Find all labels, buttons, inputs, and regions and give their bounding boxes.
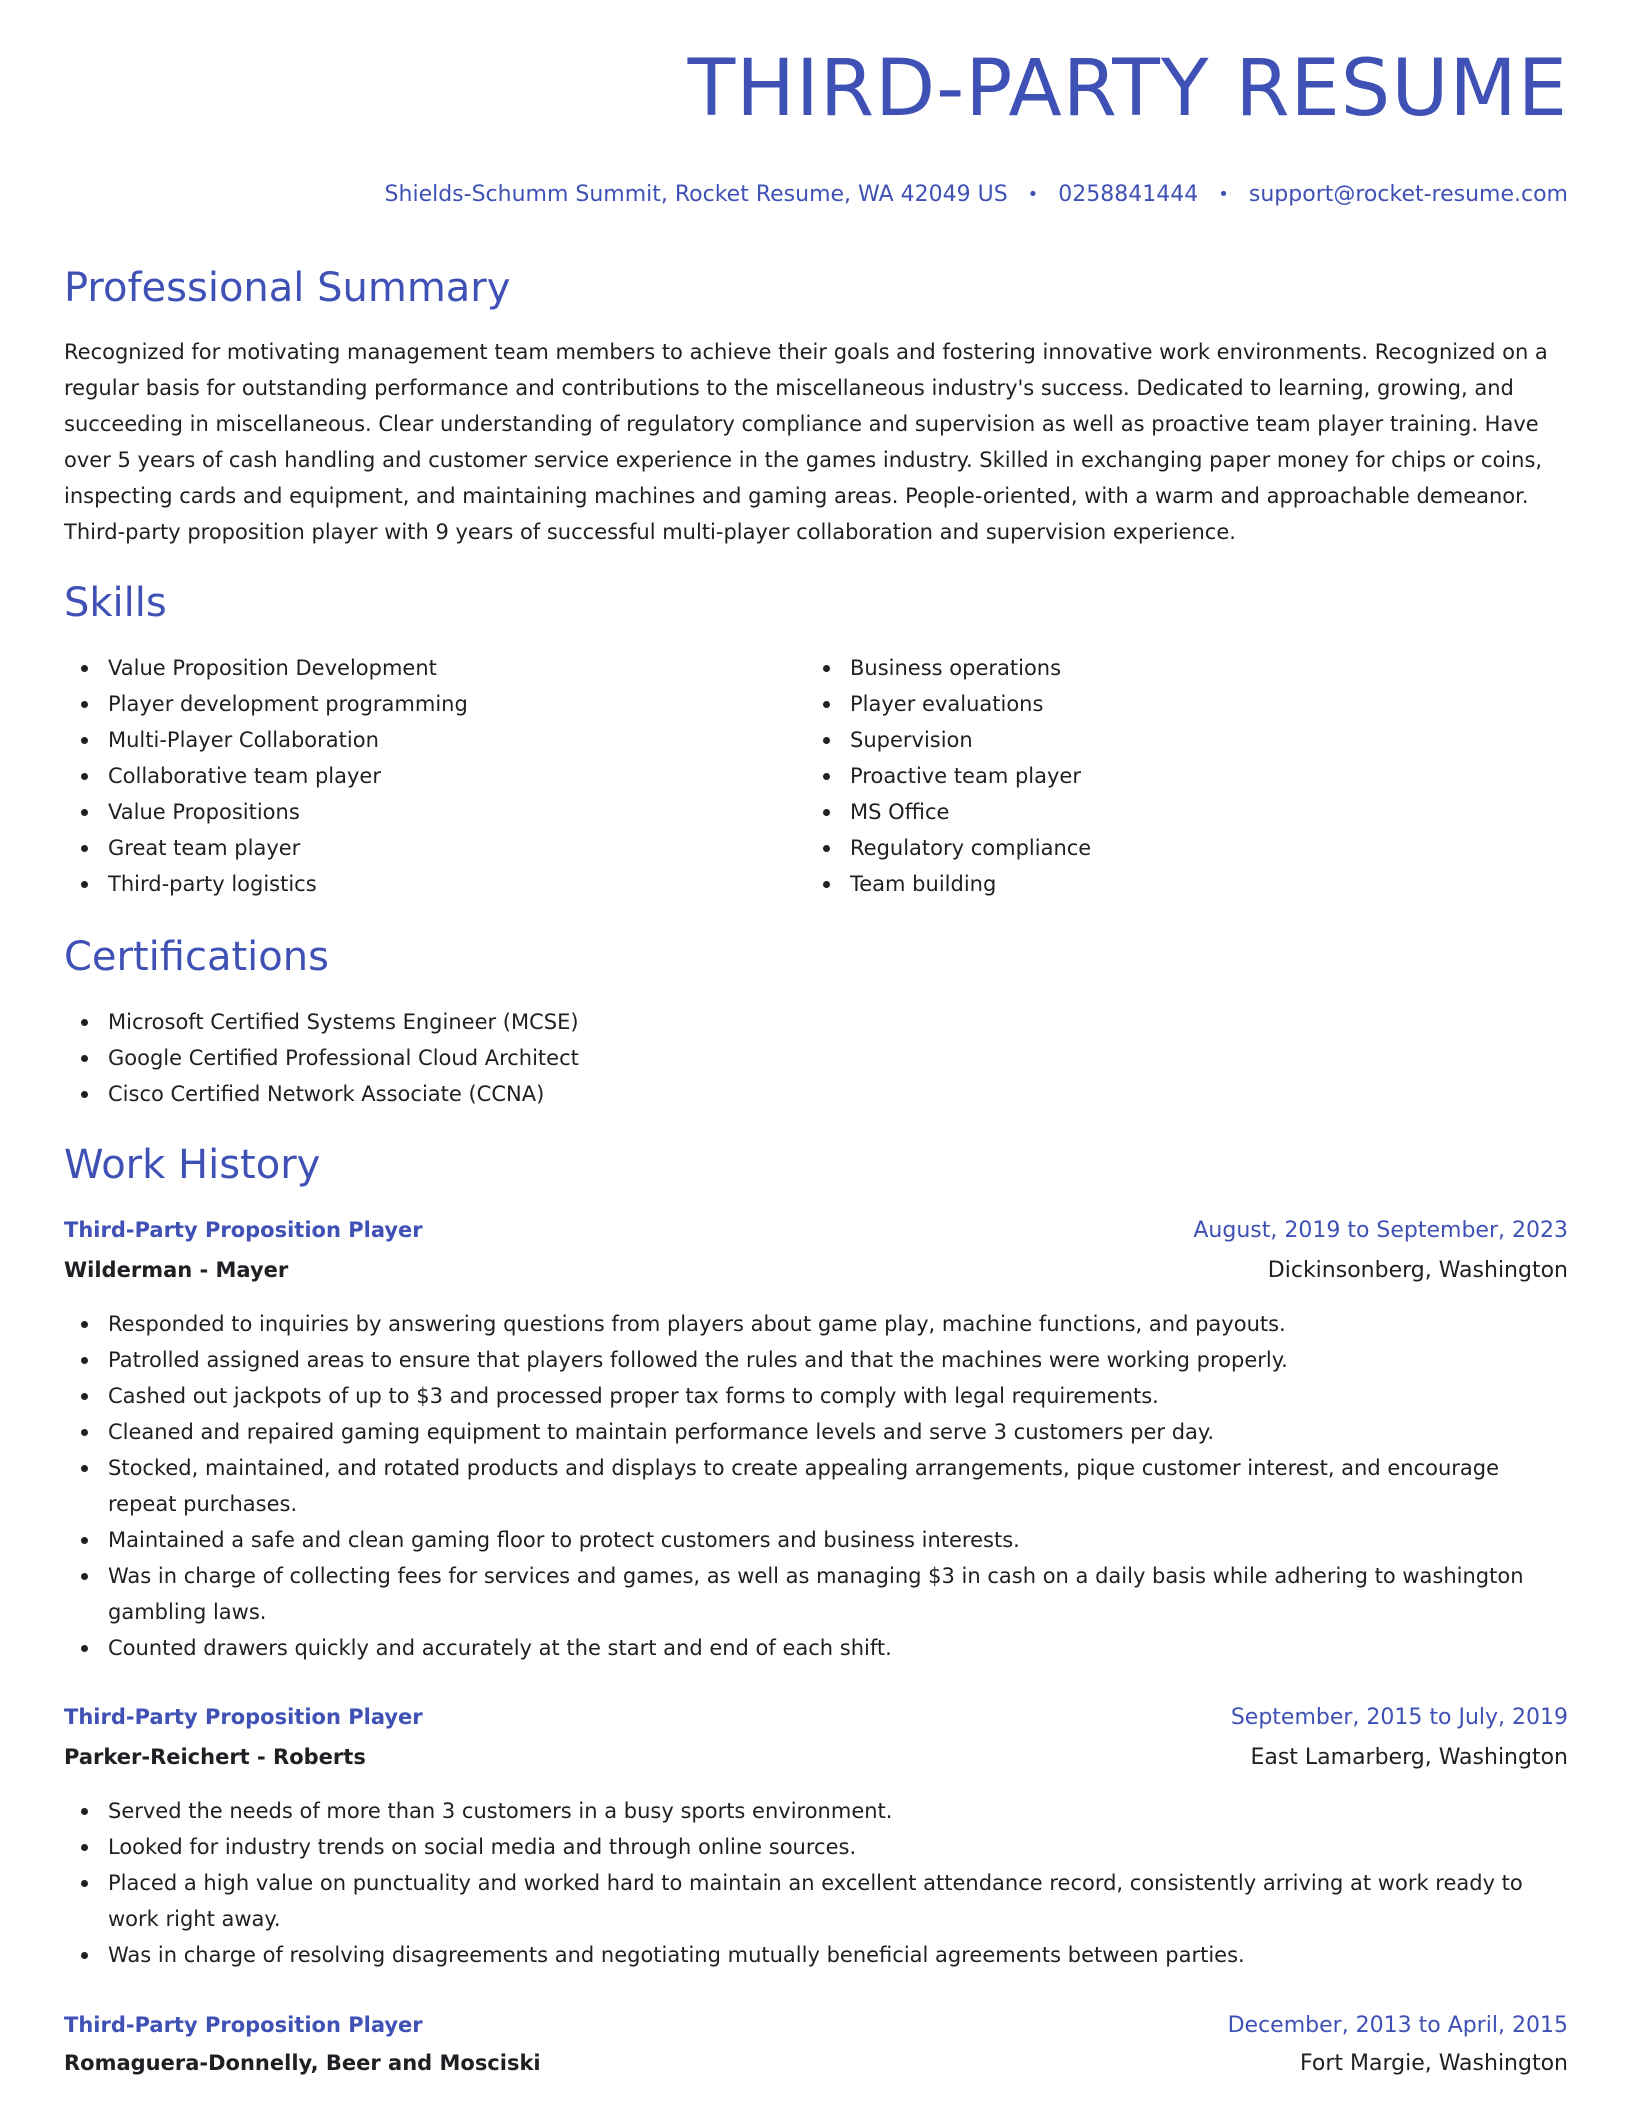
job-location: Dickinsonberg, Washington bbox=[1267, 1258, 1568, 1283]
skill-label: Business operations bbox=[850, 656, 1062, 680]
certification-item bbox=[64, 1040, 1064, 1076]
job-duty-text: Placed a high value on punctuality and worked hard to maintain an excellent attendance record, consistently arriving at work ready to work right away. bbox=[108, 1871, 1523, 1931]
job-duty bbox=[64, 1829, 1568, 1865]
skill-item bbox=[64, 722, 764, 758]
bullet-icon bbox=[823, 845, 830, 852]
bullet-icon bbox=[81, 1880, 88, 1887]
skill-label: Great team player bbox=[108, 836, 301, 860]
bullet-icon bbox=[81, 1952, 88, 1959]
summary-heading: Professional Summary bbox=[64, 265, 511, 311]
contact-address: Shields-Schumm Summit, Rocket Resume, WA 42049 US bbox=[384, 182, 1008, 207]
bullet-icon bbox=[81, 1537, 88, 1544]
job-duty-text: Cashed out jackpots of up to $3 and processed proper tax forms to comply with legal requirements. bbox=[108, 1384, 1159, 1408]
skill-label: Player evaluations bbox=[850, 692, 1044, 716]
skill-item bbox=[806, 686, 1506, 722]
bullet-icon bbox=[81, 1844, 88, 1851]
job-duty bbox=[64, 1937, 1568, 1973]
certification-label: Google Certified Professional Cloud Architect bbox=[108, 1046, 579, 1070]
bullet-icon bbox=[823, 809, 830, 816]
bullet-icon bbox=[823, 773, 830, 780]
contact-phone: 0258841444 bbox=[1058, 182, 1199, 207]
skill-item bbox=[64, 830, 764, 866]
job-dates: September, 2015 to July, 2019 bbox=[1230, 1705, 1568, 1730]
skill-item bbox=[806, 866, 1506, 902]
contact-separator: • bbox=[1218, 184, 1229, 205]
bullet-icon bbox=[81, 1321, 88, 1328]
contact-separator: • bbox=[1027, 184, 1039, 205]
job-subheader bbox=[64, 1258, 1568, 1283]
bullet-icon bbox=[81, 1808, 88, 1815]
work-history-heading: Work History bbox=[64, 1142, 321, 1188]
skills-list-left bbox=[64, 650, 764, 902]
job-duty-text: Responded to inquiries by answering questions from players about game play, machine functions, and payouts. bbox=[108, 1312, 1286, 1336]
skill-item bbox=[806, 794, 1506, 830]
job-dates: August, 2019 to September, 2023 bbox=[1193, 1218, 1568, 1243]
job-duty bbox=[64, 1450, 1568, 1522]
job-duty-text: Counted drawers quickly and accurately at the start and end of each shift. bbox=[108, 1636, 892, 1660]
skill-label: Multi-Player Collaboration bbox=[108, 728, 379, 752]
skill-label: Value Propositions bbox=[108, 800, 300, 824]
skill-item bbox=[64, 650, 764, 686]
job-duty-text: Patrolled assigned areas to ensure that players followed the rules and that the machines were working properly. bbox=[108, 1348, 1288, 1372]
bullet-icon bbox=[81, 701, 88, 708]
job-duty-text: Served the needs of more than 3 customers in a busy sports environment. bbox=[108, 1799, 893, 1823]
bullet-icon bbox=[81, 845, 88, 852]
job-duty bbox=[64, 1558, 1568, 1630]
job-duties-list bbox=[64, 1306, 1568, 1666]
job-duties-list bbox=[64, 1793, 1568, 1973]
job-duty-text: Cleaned and repaired gaming equipment to maintain performance levels and serve 3 customers per day. bbox=[108, 1420, 1215, 1444]
job-header bbox=[64, 2013, 1568, 2038]
skill-item bbox=[64, 794, 764, 830]
job-duty-text: Looked for industry trends on social media and through online sources. bbox=[108, 1835, 857, 1859]
certification-label: Microsoft Certified Systems Engineer (MCSE) bbox=[108, 1010, 579, 1034]
job-location: East Lamarberg, Washington bbox=[1250, 1745, 1568, 1770]
bullet-icon bbox=[81, 1091, 88, 1098]
certification-item bbox=[64, 1004, 1064, 1040]
bullet-icon bbox=[81, 1019, 88, 1026]
bullet-icon bbox=[81, 1393, 88, 1400]
skill-item bbox=[806, 758, 1506, 794]
bullet-icon bbox=[823, 665, 830, 672]
resume-title: THIRD-PARTY RESUME bbox=[687, 44, 1568, 134]
skill-label: Third-party logistics bbox=[108, 872, 317, 896]
bullet-icon bbox=[81, 1645, 88, 1652]
job-duty bbox=[64, 1378, 1568, 1414]
bullet-icon bbox=[81, 1055, 88, 1062]
job-header bbox=[64, 1218, 1568, 1243]
job-duty bbox=[64, 1793, 1568, 1829]
job-company: Wilderman - Mayer bbox=[64, 1258, 289, 1282]
skill-label: Team building bbox=[850, 872, 997, 896]
job-location: Fort Margie, Washington bbox=[1300, 2051, 1568, 2076]
skill-label: Regulatory compliance bbox=[850, 836, 1092, 860]
bullet-icon bbox=[81, 809, 88, 816]
job-title: Third-Party Proposition Player bbox=[64, 1218, 423, 1242]
certifications-heading: Certifications bbox=[64, 934, 329, 980]
contact-email[interactable]: support@rocket-resume.com bbox=[1248, 182, 1568, 207]
skill-label: Player development programming bbox=[108, 692, 468, 716]
bullet-icon bbox=[823, 701, 830, 708]
bullet-icon bbox=[81, 737, 88, 744]
job-dates: December, 2013 to April, 2015 bbox=[1227, 2013, 1568, 2038]
bullet-icon bbox=[81, 1465, 88, 1472]
job-duty-text: Maintained a safe and clean gaming floor to protect customers and business interests. bbox=[108, 1528, 1020, 1552]
skill-label: MS Office bbox=[850, 800, 950, 824]
job-duty-text: Stocked, maintained, and rotated products and displays to create appealing arrangements, pique customer interest, and encourage repeat purchases. bbox=[108, 1456, 1500, 1516]
skill-label: Proactive team player bbox=[850, 764, 1081, 788]
bullet-icon bbox=[81, 881, 88, 888]
bullet-icon bbox=[81, 773, 88, 780]
bullet-icon bbox=[81, 1357, 88, 1364]
job-duty bbox=[64, 1306, 1568, 1342]
job-duty bbox=[64, 1630, 1568, 1666]
skill-label: Supervision bbox=[850, 728, 973, 752]
skill-item bbox=[806, 722, 1506, 758]
job-duty bbox=[64, 1865, 1568, 1937]
job-subheader bbox=[64, 2051, 1568, 2076]
contact-line bbox=[385, 182, 1568, 207]
skills-heading: Skills bbox=[64, 580, 167, 626]
skills-list-right bbox=[806, 650, 1506, 902]
bullet-icon bbox=[823, 737, 830, 744]
job-duty bbox=[64, 1414, 1568, 1450]
skill-item bbox=[64, 758, 764, 794]
bullet-icon bbox=[823, 881, 830, 888]
certification-label: Cisco Certified Network Associate (CCNA) bbox=[108, 1082, 545, 1106]
bullet-icon bbox=[81, 1573, 88, 1580]
job-title: Third-Party Proposition Player bbox=[64, 2013, 423, 2037]
job-duty bbox=[64, 1342, 1568, 1378]
skill-item bbox=[64, 686, 764, 722]
job-subheader bbox=[64, 1745, 1568, 1770]
certification-item bbox=[64, 1076, 1064, 1112]
job-company: Romaguera-Donnelly, Beer and Mosciski bbox=[64, 2051, 541, 2075]
job-duty-text: Was in charge of resolving disagreements and negotiating mutually beneficial agreements between parties. bbox=[108, 1943, 1245, 1967]
job-header bbox=[64, 1705, 1568, 1730]
bullet-icon bbox=[81, 665, 88, 672]
skill-item bbox=[806, 650, 1506, 686]
certifications-list bbox=[64, 1004, 1064, 1112]
job-title: Third-Party Proposition Player bbox=[64, 1705, 423, 1729]
job-company: Parker-Reichert - Roberts bbox=[64, 1745, 366, 1769]
job-duty bbox=[64, 1522, 1568, 1558]
skill-label: Value Proposition Development bbox=[108, 656, 437, 680]
bullet-icon bbox=[81, 1429, 88, 1436]
skill-item bbox=[64, 866, 764, 902]
skill-item bbox=[806, 830, 1506, 866]
skill-label: Collaborative team player bbox=[108, 764, 381, 788]
summary-text: Recognized for motivating management team members to achieve their goals and fostering innovative work environments. Recognized on a regular basis for outstanding performance and contributions to the miscellaneous industry's success. Dedicated to learning, growing, and succeeding in miscellaneous. Clear understanding of regulatory compliance and supervision as well as proactive team player training. Have over 5 years of cash handling and customer service experience in the games industry. Skilled in exchanging paper money for chips or coins, inspecting cards and equipment, and maintaining machines and gaming areas. People-oriented, with a warm and approachable demeanor. Third-party proposition player with 9 years of successful multi-player collaboration and supervision experience. bbox=[64, 340, 1548, 544]
job-duty-text: Was in charge of collecting fees for services and games, as well as managing $3 in cash on a daily basis while adhering to washington gambling laws. bbox=[108, 1564, 1524, 1624]
